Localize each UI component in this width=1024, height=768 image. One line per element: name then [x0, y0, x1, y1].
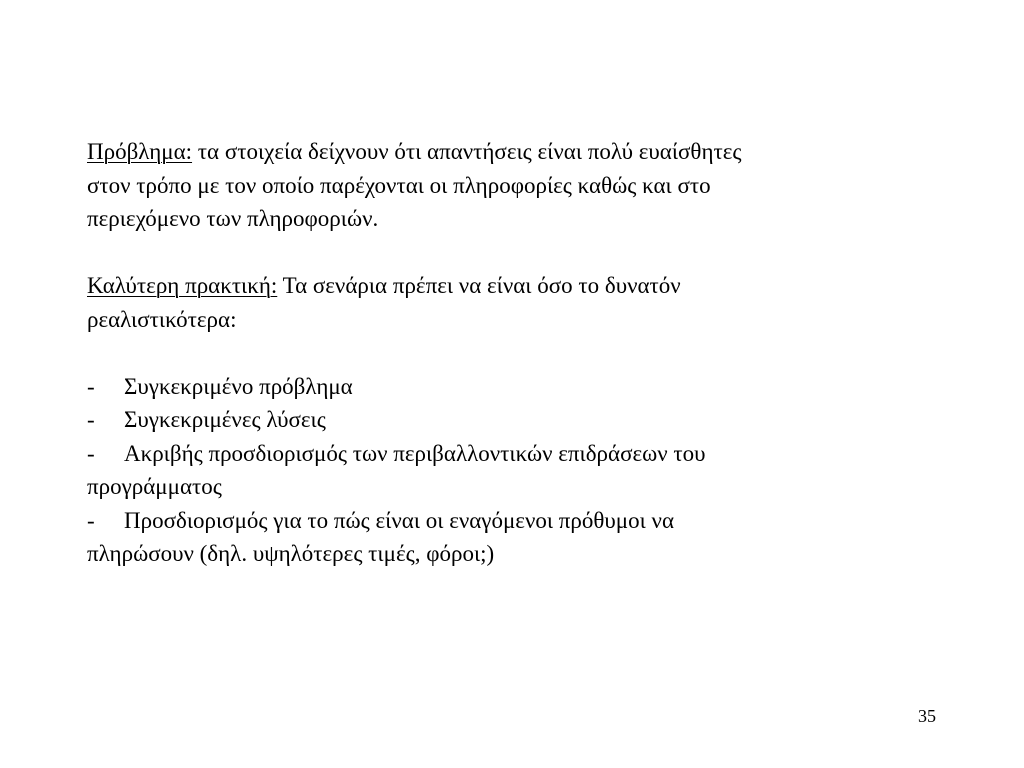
- problem-text-1: τα στοιχεία δείχνουν ότι απαντήσεις είναι πολύ ευαίσθητες: [192, 139, 742, 164]
- bullet-item-3: [87, 437, 947, 471]
- bullet-item-4: [87, 504, 947, 538]
- problem-paragraph: [87, 135, 947, 236]
- bullet-dash: -: [87, 507, 95, 533]
- best-practice-line-2: ρεαλιστικότερα:: [87, 306, 237, 332]
- slide-body: [87, 135, 947, 571]
- problem-line-1: [87, 135, 947, 169]
- best-practice-text-1: Τα σενάρια πρέπει να είναι όσο το δυνατόν: [277, 273, 681, 298]
- bullet-continuation: προγράμματος: [87, 474, 222, 499]
- problem-line-3: περιεχόμενο των πληροφοριών.: [87, 206, 379, 231]
- problem-label: Πρόβλημα:: [87, 139, 193, 164]
- bullet-dash: -: [87, 373, 95, 399]
- bullet-dash: -: [87, 440, 95, 466]
- bullet-item-2: [87, 403, 947, 437]
- best-practice-paragraph: [87, 269, 947, 336]
- best-practice-label: Καλύτερη πρακτική:: [87, 273, 278, 298]
- bullet-list: [87, 370, 947, 571]
- page-number: 35: [918, 706, 936, 726]
- bullet-continuation: πληρώσουν (δηλ. υψηλότερες τιμές, φόροι;): [87, 541, 495, 566]
- bullet-item-1: [87, 370, 947, 404]
- best-practice-line-1: [87, 269, 947, 303]
- bullet-text: Συγκεκριμένες λύσεις: [124, 407, 326, 432]
- paragraph-gap: [87, 236, 947, 270]
- paragraph-gap: [87, 336, 947, 370]
- bullet-text: Συγκεκριμένο πρόβλημα: [124, 373, 353, 399]
- bullet-dash: -: [87, 407, 95, 432]
- problem-line-2: στον τρόπο με τον οποίο παρέχονται οι πληροφορίες καθώς και στο: [87, 172, 711, 198]
- bullet-text: Προσδιορισμός για το πώς είναι οι εναγόμενοι πρόθυμοι να: [124, 507, 675, 533]
- bullet-text: Ακριβής προσδιορισμός των περιβαλλοντικών επιδράσεων του: [124, 440, 706, 466]
